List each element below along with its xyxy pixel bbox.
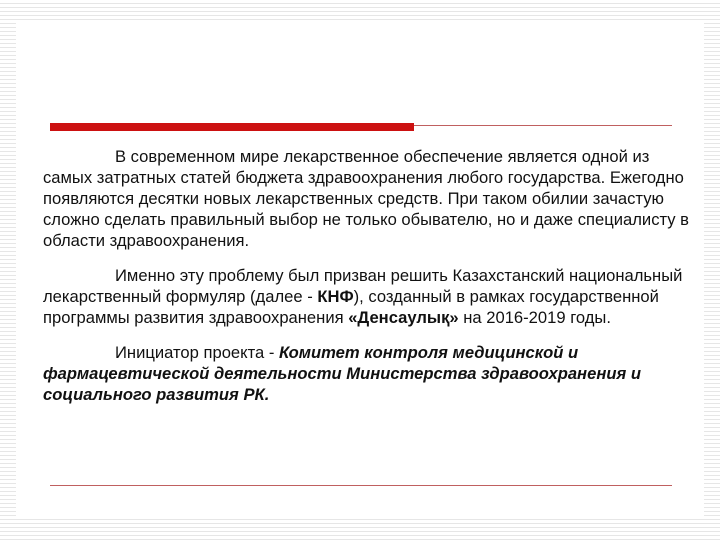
initiator-name: Комитет контроля медицинской и фармацевтической деятельности Министерства здравоохранения и социального развития РК. bbox=[43, 343, 641, 404]
paragraph-2 bbox=[43, 265, 693, 328]
bottom-divider-line bbox=[50, 485, 672, 486]
paragraph-2-text-before: Именно эту проблему был призван решить Казахстанский национальный лекарственный формуляр (далее - bbox=[43, 266, 683, 306]
paragraph-1-text: В современном мире лекарственное обеспечение является одной из самых затратных статей бюджета здравоохранения любого государства. Ежегодно появляются десятки новых лекарственных средств. При таком обилии зачастую сложно сделать правильный выбор не только обывателю, но и даже специалисту в области здравоохранения. bbox=[43, 147, 689, 250]
knf-abbreviation: КНФ bbox=[317, 287, 354, 306]
top-accent-bar bbox=[50, 123, 414, 131]
paragraph-2-text-after: на 2016-2019 годы. bbox=[458, 308, 611, 327]
slide-content bbox=[43, 146, 693, 405]
paragraph-1 bbox=[43, 146, 693, 251]
paragraph-3 bbox=[43, 342, 693, 405]
paragraph-2-text-middle: ), созданный в рамках государственной программы развития здравоохранения bbox=[43, 287, 659, 327]
top-divider-line bbox=[414, 125, 672, 126]
program-name: «Денсаулық» bbox=[348, 308, 459, 327]
paragraph-3-text-before: Инициатор проекта - bbox=[115, 343, 279, 362]
